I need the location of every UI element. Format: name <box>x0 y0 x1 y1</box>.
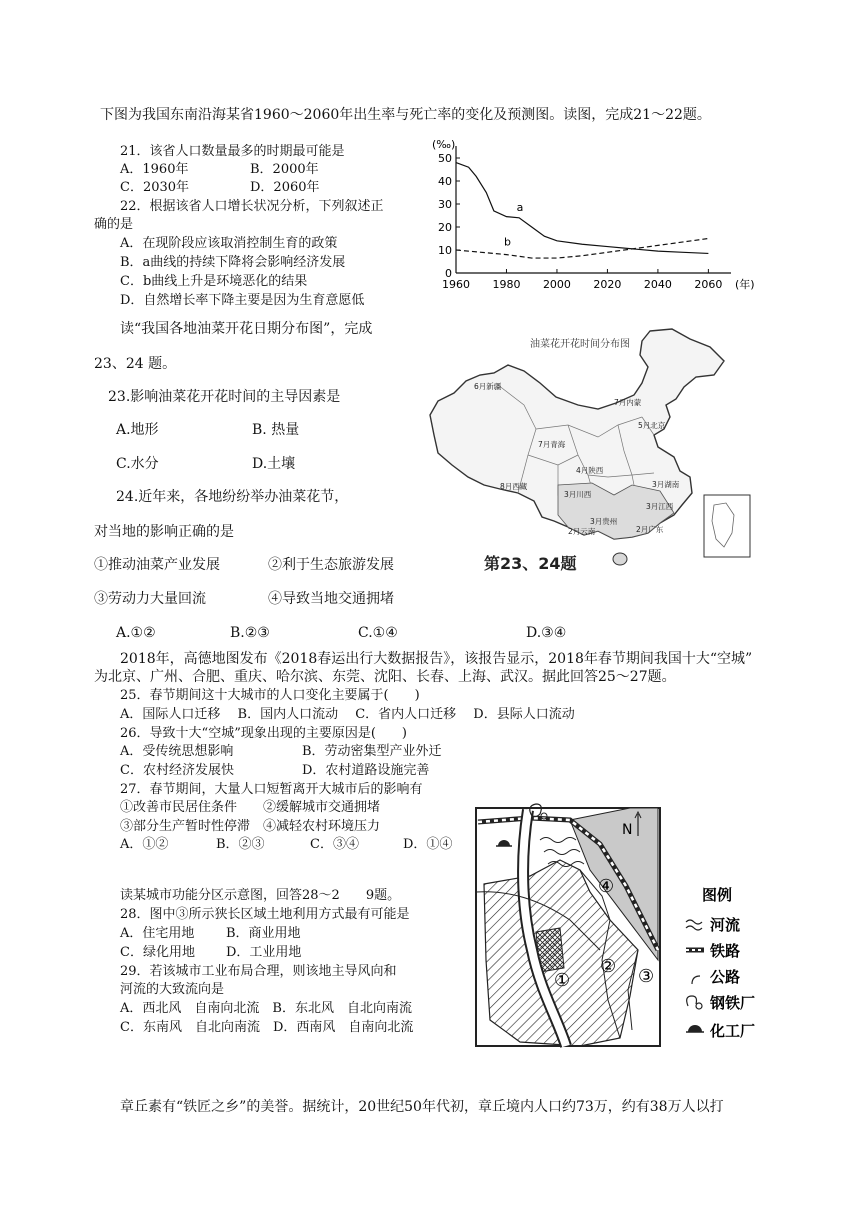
q24-stem-1: 24.近年来，各地纷纷举办油菜花节， <box>116 489 349 505</box>
q28-opt-a: A．住宅用地 <box>120 926 195 941</box>
north-label: N <box>622 822 633 838</box>
q27-opt-a: A．①② <box>120 837 169 852</box>
y-tick-label: 30 <box>438 198 452 211</box>
x-tick-label: 2040 <box>643 278 672 291</box>
q27-items-12: ①改善市民居住条件 ②缓解城市交通拥堵 <box>120 800 381 815</box>
q22-opt-d: D．自然增长率下降主要是因为生育意愿低 <box>120 293 365 308</box>
label-guizhou: 3月贵州 <box>590 517 618 526</box>
q26-stem: 26．导致十大“空城”现象出现的主要原因是( ) <box>120 726 407 741</box>
q23-opt-c: C.水分 <box>116 456 159 472</box>
q27-opt-d: D．①④ <box>403 837 453 852</box>
label-qinghai: 7月青海 <box>538 440 566 449</box>
q27-opt-b: B．②③ <box>216 837 265 852</box>
q29-stem-1: 29．若该城市工业布局合理，则该地主导风向和 <box>120 964 397 979</box>
y-tick-label: 40 <box>438 175 452 188</box>
label-hunan: 3月湖南 <box>652 480 680 489</box>
zone-2-label: ② <box>600 956 617 977</box>
map1-title: 油菜花开花时间分布图 <box>530 339 630 350</box>
rapeseed-flowering-map <box>428 325 758 575</box>
q29-options-cd: C．东南风 自北向南流 D．西南风 自南向北流 <box>120 1020 414 1035</box>
bottom-paragraph: 章丘素有“铁匠之乡”的美誉。据统计，20世纪50年代初，章丘境内人口约73万，约有38万人以打 <box>120 1099 724 1115</box>
legend-river-icon <box>686 920 702 930</box>
label-beijing: 5月北京 <box>638 421 666 430</box>
legend-road-icon <box>692 976 700 984</box>
y-axis-unit: (‰) <box>432 138 456 151</box>
q26-opt-b: B．劳动密集型产业外迁 <box>302 744 442 759</box>
intro-23-24-line1: 读“我国各地油菜开花日期分布图”，完成 <box>120 321 373 337</box>
series-b-label: b <box>503 235 511 249</box>
y-tick-label: 20 <box>438 221 452 234</box>
q22-stem-2: 确的是 <box>94 217 134 232</box>
q21-opt-d: D．2060年 <box>250 180 320 195</box>
q24-opt-a: A.①② <box>116 625 156 641</box>
q28-opt-d: D．工业用地 <box>226 945 302 960</box>
q25-options: A．国际人口迁移 B．国内人口流动 C．省内人口迁移 D．县际人口流动 <box>120 707 575 722</box>
label-yunnan: 2月云南 <box>568 527 596 536</box>
y-tick-label: 0 <box>445 267 452 280</box>
legend-steel-icon <box>687 996 702 1009</box>
map1-caption: 第23、24题 <box>484 554 577 573</box>
q25-stem: 25．春节期间这十大城市的人口变化主要属于( ) <box>120 688 420 703</box>
label-shaanxi: 4月陕西 <box>576 466 604 475</box>
y-tick-label: 50 <box>438 152 452 165</box>
label-jiangxi: 3月江西 <box>646 502 674 511</box>
legend-chem: 化工厂 <box>710 1022 756 1040</box>
label-xizang: 8月西藏 <box>500 482 528 491</box>
x-tick-label: 2020 <box>593 278 622 291</box>
legend-steel: 钢铁厂 <box>710 994 756 1012</box>
label-sichuan: 3月川西 <box>564 490 592 499</box>
q23-stem: 23.影响油菜花开花时间的主导因素是 <box>108 389 341 405</box>
q24-item-4: ④导致当地交通拥堵 <box>268 591 394 607</box>
q29-options-ab: A．西北风 自南向北流 B．东北风 自北向南流 <box>120 1001 412 1016</box>
q21-opt-c: C．2030年 <box>120 180 190 195</box>
q24-item-1: ①推动油菜产业发展 <box>94 557 220 573</box>
q22-opt-a: A．在现阶段应该取消控制生育的政策 <box>120 236 338 251</box>
q26-opt-c: C．农村经济发展快 <box>120 763 234 778</box>
x-tick-label: 2000 <box>542 278 571 291</box>
q26-opt-d: D．农村道路设施完善 <box>302 763 430 778</box>
q28-opt-b: B．商业用地 <box>226 926 301 941</box>
birth-death-rate-chart <box>420 130 755 300</box>
q21-opt-a: A．1960年 <box>120 162 189 177</box>
q28-stem: 28．图中③所示狭长区域土地利用方式最有可能是 <box>120 907 410 922</box>
x-tick-label: 1980 <box>492 278 521 291</box>
legend-chem-icon <box>688 1025 702 1032</box>
q24-item-3: ③劳动力大量回流 <box>94 591 206 607</box>
q29-stem-2: 河流的大致流向是 <box>120 982 225 997</box>
q27-opt-c: C．③④ <box>310 837 359 852</box>
legend-title: 图例 <box>702 886 733 904</box>
series-b-line <box>456 239 708 259</box>
q24-opt-c: C.①④ <box>358 625 398 641</box>
series-a-line <box>456 163 708 254</box>
label-xinjiang: 6月新疆 <box>474 382 502 391</box>
intro-21-22: 下图为我国东南沿海某省1960～2060年出生率与死亡率的变化及预测图。读图，完成21～22题。 <box>100 107 711 123</box>
zone-3-label: ③ <box>638 966 655 987</box>
intro-28-29: 读某城市功能分区示意图，回答28～2 9题。 <box>120 888 401 903</box>
zone-1-label: ① <box>554 970 571 991</box>
q24-stem-2: 对当地的影响正确的是 <box>94 524 234 540</box>
q23-opt-b: B. 热量 <box>252 422 300 438</box>
q21-stem: 21．该省人口数量最多的时期最可能是 <box>120 144 345 159</box>
q23-opt-a: A.地形 <box>116 422 159 438</box>
x-axis-unit: (年) <box>735 278 755 291</box>
series-a-label: a <box>516 200 524 214</box>
legend-road: 公路 <box>710 968 741 986</box>
intro-25-27-line2: 为北京、广州、合肥、重庆、哈尔滨、东莞、沈阳、长春、上海、武汉。据此回答25～27题。 <box>94 669 676 685</box>
intro-25-27-line1: 2018年，高德地图发布《2018春运出行大数据报告》，该报告显示，2018年春节期间我国十大“空城” <box>120 651 753 667</box>
zone-4-label: ④ <box>598 876 615 897</box>
q22-opt-b: B．a曲线的持续下降将会影响经济发展 <box>120 255 346 270</box>
q24-item-2: ②利于生态旅游发展 <box>268 557 394 573</box>
legend-river: 河流 <box>710 916 741 934</box>
city-zone-map <box>470 800 770 1050</box>
legend-rail: 铁路 <box>710 942 741 960</box>
q21-opt-b: B．2000年 <box>250 162 319 177</box>
label-guangdong: 2月广东 <box>636 525 664 534</box>
intro-23-24-line2: 23、24 题。 <box>94 356 177 372</box>
q24-opt-b: B.②③ <box>230 625 270 641</box>
y-tick-label: 10 <box>438 244 452 257</box>
q24-opt-d: D.③④ <box>526 625 567 641</box>
q27-stem: 27．春节期间，大量人口短暂离开大城市后的影响有 <box>120 782 423 797</box>
x-tick-label: 2060 <box>694 278 723 291</box>
q26-opt-a: A．受传统思想影响 <box>120 744 234 759</box>
q27-items-34: ③部分生产暂时性停滞 ④减轻农村环境压力 <box>120 819 381 834</box>
q28-opt-c: C．绿化用地 <box>120 945 195 960</box>
label-neimeng: 7月内蒙 <box>614 398 642 407</box>
x-tick-label: 1960 <box>442 278 470 291</box>
q23-opt-d: D.土壤 <box>252 456 296 472</box>
q22-opt-c: C．b曲线上升是环境恶化的结果 <box>120 274 308 289</box>
q22-stem-1: 22．根据该省人口增长状况分析，下列叙述正 <box>120 199 384 214</box>
